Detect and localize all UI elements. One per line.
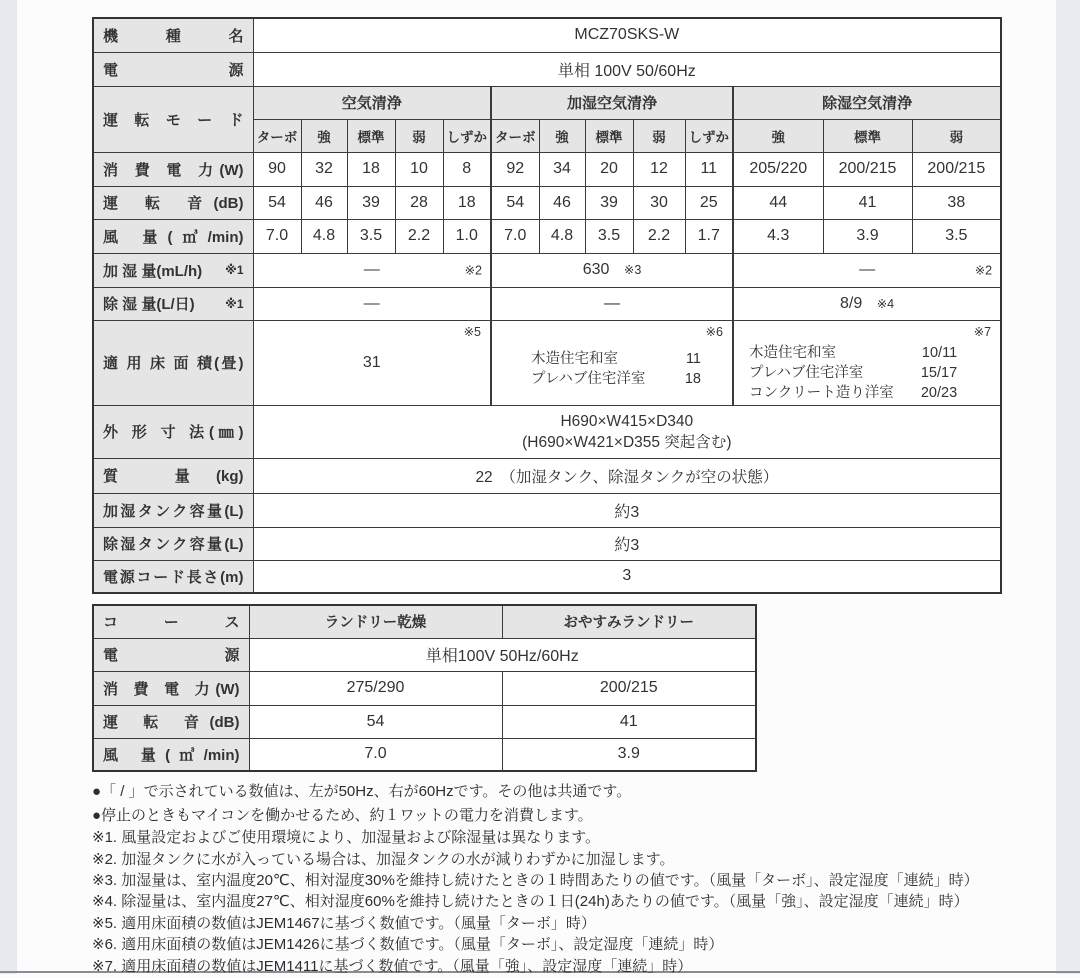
spec-cell: 630 ※3 (491, 253, 733, 287)
mode-header: 強 (539, 119, 585, 152)
spec-cell: 39 (347, 186, 395, 219)
row-course-power-source (93, 638, 756, 671)
spec-cell: 90 (253, 152, 301, 186)
row-dehumidification (93, 287, 1001, 320)
spec-cell: 2.2 (633, 219, 685, 253)
row-label-dimensions: 外 形 寸 法(㎜) (93, 405, 253, 458)
spec-cell: 4.3 (733, 219, 823, 253)
row-cord-length (93, 560, 1001, 593)
row-power-source (93, 52, 1001, 86)
floor-area-item: 木造住宅和室 10/11 (749, 344, 958, 361)
spec-cell: 12 (633, 152, 685, 186)
spec-cell: 8/9 ※4 (733, 287, 1001, 320)
row-power-consumption (93, 152, 1001, 186)
mode-header: 標準 (823, 119, 912, 152)
spec-cell: 18 (347, 152, 395, 186)
footnotes (92, 780, 1032, 977)
floor-area-item: 木造住宅和室 11 (531, 350, 701, 367)
row-humid-tank (93, 493, 1001, 527)
course-spec-table (92, 604, 757, 772)
spec-cell: 44 (733, 186, 823, 219)
row-label-airflow: 風 量(㎥/min) (93, 219, 253, 253)
row-label-power-source: 電 源 (93, 52, 253, 86)
mode-header: 強 (733, 119, 823, 152)
floor-area-air-cell: ※5 31 (253, 320, 491, 405)
row-label-humid-tank: 加湿タンク容量(L) (93, 493, 253, 527)
spec-cell: 41 (823, 186, 912, 219)
footnote: ※5. 適用床面積の数値はJEM1467に基づく数値です。（風量「ターボ」時） (92, 914, 596, 932)
course-header-laundry-dry: ランドリー乾燥 (249, 605, 502, 638)
spec-cell: 30 (633, 186, 685, 219)
floor-area-humid-cell: ※6 木造住宅和室 11 プレハブ住宅洋室 18 (491, 320, 733, 405)
floor-area-item: コンクリート造り洋室 20/23 (749, 384, 958, 401)
floor-area-item: プレハブ住宅洋室 18 (531, 370, 701, 387)
group-header-humidify-purify: 加湿空気清浄 (491, 86, 733, 119)
mode-header: ターボ (491, 119, 539, 152)
course-header-sleep-laundry: おやすみランドリー (502, 605, 756, 638)
spec-cell: ― ※2 (733, 253, 1001, 287)
footnote: ●停止のときもマイコンを働かせるため、約１ワットの電力を消費します。 (92, 806, 593, 824)
row-label-noise: 運 転 音(dB) (93, 186, 253, 219)
spec-cell: 4.8 (301, 219, 347, 253)
row-label-dehumidification: 除 湿 量(L/日) ※1 (93, 287, 253, 320)
spec-cell: 38 (912, 186, 1001, 219)
footnote: ※1. 風量設定およびご使用環境により、加湿量および除湿量は異なります。 (92, 829, 601, 847)
group-header-air-purify: 空気清浄 (253, 86, 491, 119)
cord-length-value: 3 (253, 560, 1001, 593)
spec-cell: 200/215 (502, 671, 756, 705)
row-label-dehumid-tank: 除湿タンク容量(L) (93, 527, 253, 560)
mode-header: 弱 (395, 119, 443, 152)
spec-cell: 1.0 (443, 219, 491, 253)
spec-cell: 32 (301, 152, 347, 186)
spec-cell: 34 (539, 152, 585, 186)
model-value: MCZ70SKS-W (253, 18, 1001, 52)
spec-cell: 92 (491, 152, 539, 186)
row-dehumid-tank (93, 527, 1001, 560)
row-course-airflow (93, 738, 756, 771)
row-label-course: コ ー ス (93, 605, 249, 638)
spec-cell: 3.9 (823, 219, 912, 253)
row-label-course-power: 消 費 電 力(W) (93, 671, 249, 705)
spec-cell: 3.5 (585, 219, 633, 253)
spec-cell: ― (491, 287, 733, 320)
row-airflow (93, 219, 1001, 253)
main-spec-table (92, 17, 1002, 594)
footnote: ※4. 除湿量は、室内温度27℃、相対湿度60%を維持し続けたときの１日(24h)あたりの値です。（風量「強」、設定湿度「連続」時） (92, 893, 969, 911)
spec-cell: 39 (585, 186, 633, 219)
spec-cell: ― ※2 (253, 253, 491, 287)
spec-cell: 46 (301, 186, 347, 219)
row-label-floor-area: 適 用 床 面 積(畳) (93, 320, 253, 405)
spec-cell: 3.5 (912, 219, 1001, 253)
mode-header: 標準 (347, 119, 395, 152)
humid-tank-value: 約3 (253, 493, 1001, 527)
spec-cell: 1.7 (685, 219, 733, 253)
row-label-course-airflow: 風 量(㎥/min) (93, 738, 249, 771)
mode-header: 標準 (585, 119, 633, 152)
spec-cell: 28 (395, 186, 443, 219)
row-label-humidification: 加 湿 量(mL/h) ※1 (93, 253, 253, 287)
row-label-weight: 質 量(kg) (93, 458, 253, 493)
spec-cell: 41 (502, 705, 756, 738)
page-edge-right (1056, 0, 1080, 974)
spec-cell: 205/220 (733, 152, 823, 186)
power-source-value: 単相 100V 50/60Hz (253, 52, 1001, 86)
spec-cell: 4.8 (539, 219, 585, 253)
row-label-power-consumption: 消 費 電 力(W) (93, 152, 253, 186)
spec-cell: 18 (443, 186, 491, 219)
spec-cell: 54 (249, 705, 502, 738)
row-model (93, 18, 1001, 52)
row-mode-groups (93, 86, 1001, 119)
row-floor-area (93, 320, 1001, 405)
mode-header: しずか (685, 119, 733, 152)
spec-cell: 2.2 (395, 219, 443, 253)
spec-cell: 200/215 (823, 152, 912, 186)
spec-cell: 10 (395, 152, 443, 186)
row-label-cord-length: 電源コード長さ(m) (93, 560, 253, 593)
row-course-noise (93, 705, 756, 738)
mode-header: ターボ (253, 119, 301, 152)
row-course-power (93, 671, 756, 705)
spec-cell: 7.0 (249, 738, 502, 771)
page-edge-left (0, 0, 17, 974)
course-power-source-value: 単相100V 50Hz/60Hz (249, 638, 756, 671)
floor-area-dehumid-cell: ※7 木造住宅和室 10/11 プレハブ住宅洋室 15/17 コンクリート造り洋室 20/23 (733, 320, 1001, 405)
row-noise (93, 186, 1001, 219)
spec-cell: 8 (443, 152, 491, 186)
floor-area-item: プレハブ住宅洋室 15/17 (749, 364, 958, 381)
mode-header: 強 (301, 119, 347, 152)
spec-cell: 200/215 (912, 152, 1001, 186)
row-label-course-power-source: 電 源 (93, 638, 249, 671)
group-header-dehumidify-purify: 除湿空気清浄 (733, 86, 1001, 119)
spec-cell: 46 (539, 186, 585, 219)
footnote: ※6. 適用床面積の数値はJEM1426に基づく数値です。（風量「ターボ」、設定湿度「連続」時） (92, 936, 724, 954)
row-dimensions (93, 405, 1001, 458)
spec-cell: ― (253, 287, 491, 320)
weight-value: 22 （加湿タンク、除湿タンクが空の状態） (253, 458, 1001, 493)
row-weight (93, 458, 1001, 493)
spec-cell: 7.0 (253, 219, 301, 253)
footnote: ※2. 加湿タンクに水が入っている場合は、加湿タンクの水が減りわずかに加湿します。 (92, 850, 675, 868)
row-label-model: 機 種 名 (93, 18, 253, 52)
spec-cell: 20 (585, 152, 633, 186)
row-label-mode: 運 転 モ ー ド (93, 86, 253, 152)
mode-header: 弱 (633, 119, 685, 152)
spec-cell: 54 (491, 186, 539, 219)
footnote: ●「 / 」で示されている数値は、左が50Hz、右が60Hzです。その他は共通です。 (92, 783, 632, 800)
row-course (93, 605, 756, 638)
mode-header: しずか (443, 119, 491, 152)
dimensions-value: H690×W415×D340 (H690×W421×D355 突起含む) (253, 405, 1001, 458)
spec-cell: 54 (253, 186, 301, 219)
spec-cell: 25 (685, 186, 733, 219)
footnote: ※3. 加湿量は、室内温度20℃、相対湿度30%を維持し続けたときの１時間あたりの値です。（風量「ターボ」、設定湿度「連続」時） (92, 872, 979, 889)
spec-cell: 7.0 (491, 219, 539, 253)
spec-cell: 3.5 (347, 219, 395, 253)
spec-cell: 275/290 (249, 671, 502, 705)
footnote: ※7. 適用床面積の数値はJEM1411に基づく数値です。（風量「強」、設定湿度「連続」時） (92, 957, 693, 975)
spec-cell: 3.9 (502, 738, 756, 771)
dehumid-tank-value: 約3 (253, 527, 1001, 560)
mode-header: 弱 (912, 119, 1001, 152)
row-label-course-noise: 運 転 音(dB) (93, 705, 249, 738)
spec-cell: 11 (685, 152, 733, 186)
row-humidification (93, 253, 1001, 287)
